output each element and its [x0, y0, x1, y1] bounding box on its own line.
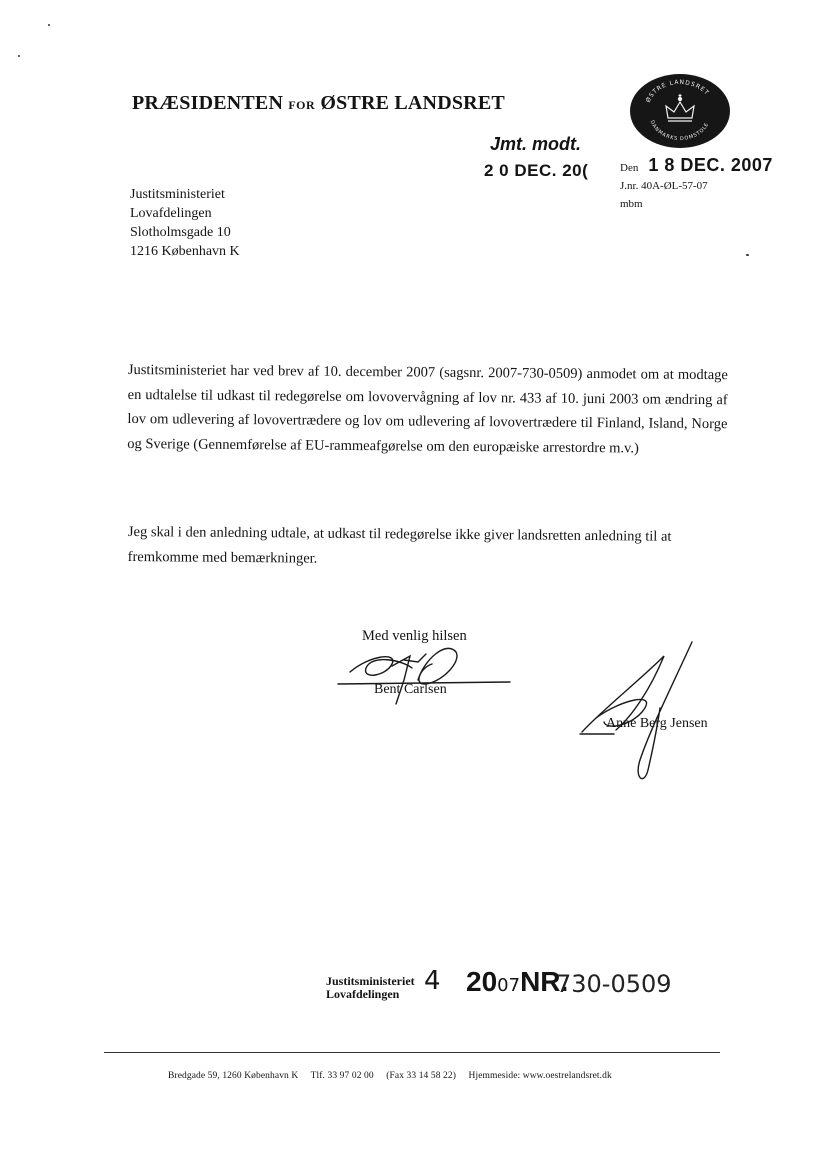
received-date: 2 0 DEC. 20( — [484, 161, 589, 180]
footer-address: Bredgade 59, 1260 København K — [168, 1071, 299, 1081]
footer-phone: Tlf. 33 97 02 00 — [310, 1071, 374, 1081]
title-for: FOR — [288, 98, 316, 112]
recipient-line: Justitsministeriet — [130, 187, 225, 202]
received-label: Jmt. modt. — [490, 134, 582, 154]
recipient-line: 1216 København K — [130, 244, 240, 259]
author-initials: mbm — [620, 198, 643, 210]
footer-divider — [104, 1052, 720, 1053]
registration-case-number: 730-0509 — [556, 970, 672, 998]
registration-year-suffix: 07 — [497, 975, 521, 996]
recipient-line: Lovafdelingen — [130, 206, 212, 221]
body-paragraph-1: Justitsministeriet har ved brev af 10. december 2007 (sagsnr. 2007-730-0509) anmodet om at modtage en udtalelse til udkast til redegørelse om lovovervågning af lov nr. 433 af 10. juni 2003 om ændring af lov om udlevering af lovovertrædere og lov om udlevering af lovovertrædere til Finland, Island, Norge og Sverige (Gennemførelse af EU-rammeafgørelse om den europæiske arrestordre m.v.) — [127, 361, 728, 456]
body-paragraph-2: Jeg skal i den anledning udtale, at udkast til redegørelse ikke giver landsretten anledning til at fremkomme med bemærkninger. — [127, 523, 672, 567]
footer-fax: (Fax 33 14 58 22) — [386, 1071, 457, 1081]
signature-2 — [582, 656, 664, 732]
title-part2: ØSTRE LANDSRET — [320, 92, 505, 114]
registration-handwritten-number: 4 — [424, 966, 441, 996]
signature-1 — [418, 648, 457, 684]
footer-website: Hjemmeside: www.oestrelandsret.dk — [468, 1071, 612, 1081]
footer — [168, 1071, 622, 1081]
seal-text-top: ØSTRE LANDSRET — [644, 78, 711, 104]
registration-year — [466, 966, 568, 998]
closing-greeting: Med venlig hilsen — [362, 628, 467, 644]
title-part1: PRÆSIDENTEN — [132, 92, 284, 114]
registration-line-1: Justitsministeriet — [326, 974, 415, 988]
signatory-1-name: Bent Carlsen — [374, 682, 447, 697]
den-label: Den — [620, 162, 639, 174]
journal-number: J.nr. 40A-ØL-57-07 — [620, 180, 708, 192]
registration-nr-label: NR. — [520, 966, 569, 997]
signatory-2-name: Anne Berg Jensen — [606, 716, 708, 731]
signature-2 — [638, 642, 692, 779]
registration-year-prefix: 20 — [466, 966, 498, 997]
registration-line-2: Lovafdelingen — [326, 987, 400, 1001]
signature-1 — [392, 656, 410, 704]
recipient-line: Slotholmsgade 10 — [130, 225, 231, 240]
seal-text-bottom: DANMARKS DOMSTOLE — [648, 119, 711, 143]
letter-date: 1 8 DEC. 2007 — [648, 155, 773, 175]
registration-stamp — [326, 975, 415, 1001]
